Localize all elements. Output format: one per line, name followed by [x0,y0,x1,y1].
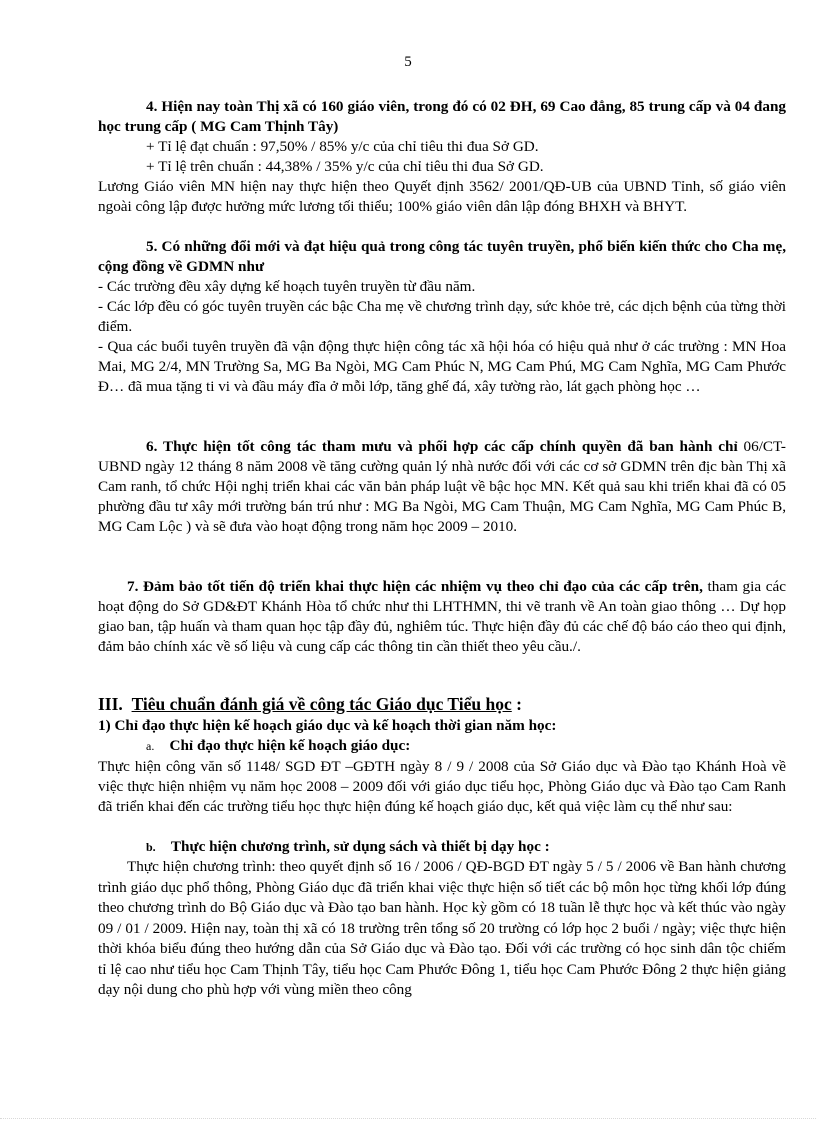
section-4-paragraph: Lương Giáo viên MN hiện nay thực hiện theo Quyết định 3562/ 2001/QĐ-UB của UBND Tỉnh, số giáo viên ngoài công lập được hưởng mức lương tối thiểu; 100% giáo viên dân lập đóng BHXH và BHYT. [98,178,786,215]
section-iii-colon: : [511,694,522,714]
section-5-item-2: - Các lớp đều có góc tuyên truyền các bậc Cha mẹ về chương trình dạy, sức khỏe trẻ, các dịch bệnh của từng thời điểm. [98,298,786,335]
subsection-b-text: Thực hiện chương trình: theo quyết định số 16 / 2006 / QĐ-BGD ĐT ngày 5 / 5 / 2006 về Ban hành chương trình giáo dục phổ thông, Phòng Giáo dục đã triển khai việc thực hiện số tiết các bộ môn học từng khối lớp đúng theo chương trình do Bộ Giáo dục và Đào tạo ban hành. Học kỳ gồm có 18 tuần lễ thực học và kết thúc vào ngày 09 / 01 / 2009. Hiện nay, toàn thị xã có 18 trường trên tổng số 20 trường có lớp học 2 buổi / ngày; việc thực hiện thời khóa biểu đúng theo hướng dẫn của Sở Giáo dục và Đào tạo. Đối với các trường có học sinh dân tộc chiếm tỉ lệ cao như tiểu học Cam Thịnh Tây, tiểu học Cam Phước Đông 1, tiểu học Cam Phước Đông 2 thực hiện giảng dạy nội dung cho phù hợp với vùng miền theo công [98,858,786,998]
subsection-a-title: Chỉ đạo thực hiện kế hoạch giáo dục: [169,737,411,754]
section-6-text: 06/CT-UBND ngày 12 tháng 8 năm 2008 về tăng cường quản lý nhà nước đối với các cơ sở GDMN trên địc bàn Thị xã Cam ranh, tổ chức Hội nghị triển khai các văn bản pháp luật về bậc học MN. Kết quả sau khi triển khai đã có 05 phường đầu tư xây mới trường bán trú như : MG Ba Ngòi, MG Cam Thuận, MG Cam Nghĩa, MG Cam Phúc B, MG Cam Lộc ) và sẽ đưa vào hoạt động trong năm học 2009 – 2010. [98,438,786,535]
subsection-a-text: Thực hiện công văn số 1148/ SGD ĐT –GĐTH ngày 8 / 9 / 2008 của Sở Giáo dục và Đào tạo Khánh Hoà về việc thực hiện nhiệm vụ năm học 2008 – 2009 đối với giáo dục tiểu học, Phòng Giáo dục và Đào tạo Cam Ranh đã triển khai đến các trường tiểu học thực hiện đúng kế hoạch giáo dục, kết quả việc làm cụ thể như sau: [98,758,786,815]
section-iii-heading [98,693,786,715]
section-6-paragraph [98,437,786,537]
section-4-bullet-1: + Tỉ lệ đạt chuẩn : 97,50% / 85% y/c của chỉ tiêu thi đua Sở GD. [146,138,539,155]
subsection-a-heading [146,736,786,756]
subsection-1-heading: 1) Chỉ đạo thực hiện kế hoạch giáo dục và kế hoạch thời gian năm học: [98,717,557,734]
section-5-heading: 5. Có những đổi mới và đạt hiệu quả trong công tác tuyên truyền, phổ biến kiến thức cho Cha mẹ, cộng đồng về GDMN như [98,238,786,275]
subsection-a-label: a. [146,739,155,753]
page-bottom-rule [0,1118,816,1119]
subsection-b-title: Thực hiện chương trình, sử dụng sách và thiết bị dạy học : [170,838,550,855]
page-number: 5 [404,54,412,70]
section-iii-number: III. [98,694,123,714]
subsection-b-heading [146,837,786,857]
subsection-b-label: b. [146,840,156,854]
section-4-heading: 4. Hiện nay toàn Thị xã có 160 giáo viên, trong đó có 02 ĐH, 69 Cao đẳng, 85 trung cấp và 04 đang học trung cấp ( MG Cam Thịnh Tây) [98,98,786,135]
section-6-heading: 6. Thực hiện tốt công tác tham mưu và phối hợp các cấp chính quyền đã ban hành chỉ [146,438,738,455]
section-7-paragraph [98,577,786,657]
section-iii-title: Tiêu chuẩn đánh giá về công tác Giáo dục Tiểu học [131,694,512,714]
section-7-heading: 7. Đảm bảo tốt tiến độ triển khai thực hiện các nhiệm vụ theo chỉ đạo của các cấp trên, [127,578,703,595]
section-5-item-1: - Các trường đều xây dựng kế hoạch tuyên truyền từ đầu năm. [98,278,476,295]
section-7-text: tham gia các hoạt động do Sở GD&ĐT Khánh Hòa tổ chức như thi LHTHMN, thi vẽ tranh về An toàn giao thông … Dự họp giao ban, tập huấn và tham quan học tập đầy đủ, nghiêm túc. Thực hiện đầy đủ các chế độ báo cáo theo qui định, đảm bảo chính xác về số liệu và cung cấp các thông tin cần thiết theo yêu cầu./. [98,578,786,655]
section-5-item-3: - Qua các buổi tuyên truyền đã vận động thực hiện công tác xã hội hóa có hiệu quả như ở các trường : MN Hoa Mai, MG 2/4, MN Trường Sa, MG Ba Ngòi, MG Cam Phúc N, MG Cam Phú, MG Cam Nghĩa, MG Cam Phước Đ… đã mua tặng ti vi và đầu máy đĩa ở mỗi lớp, tăng ghế đá, xây tường rào, lát gạch phòng học … [98,338,786,395]
section-4-bullet-2: + Tỉ lệ trên chuẩn : 44,38% / 35% y/c của chỉ tiêu thi đua Sở GD. [146,158,544,175]
